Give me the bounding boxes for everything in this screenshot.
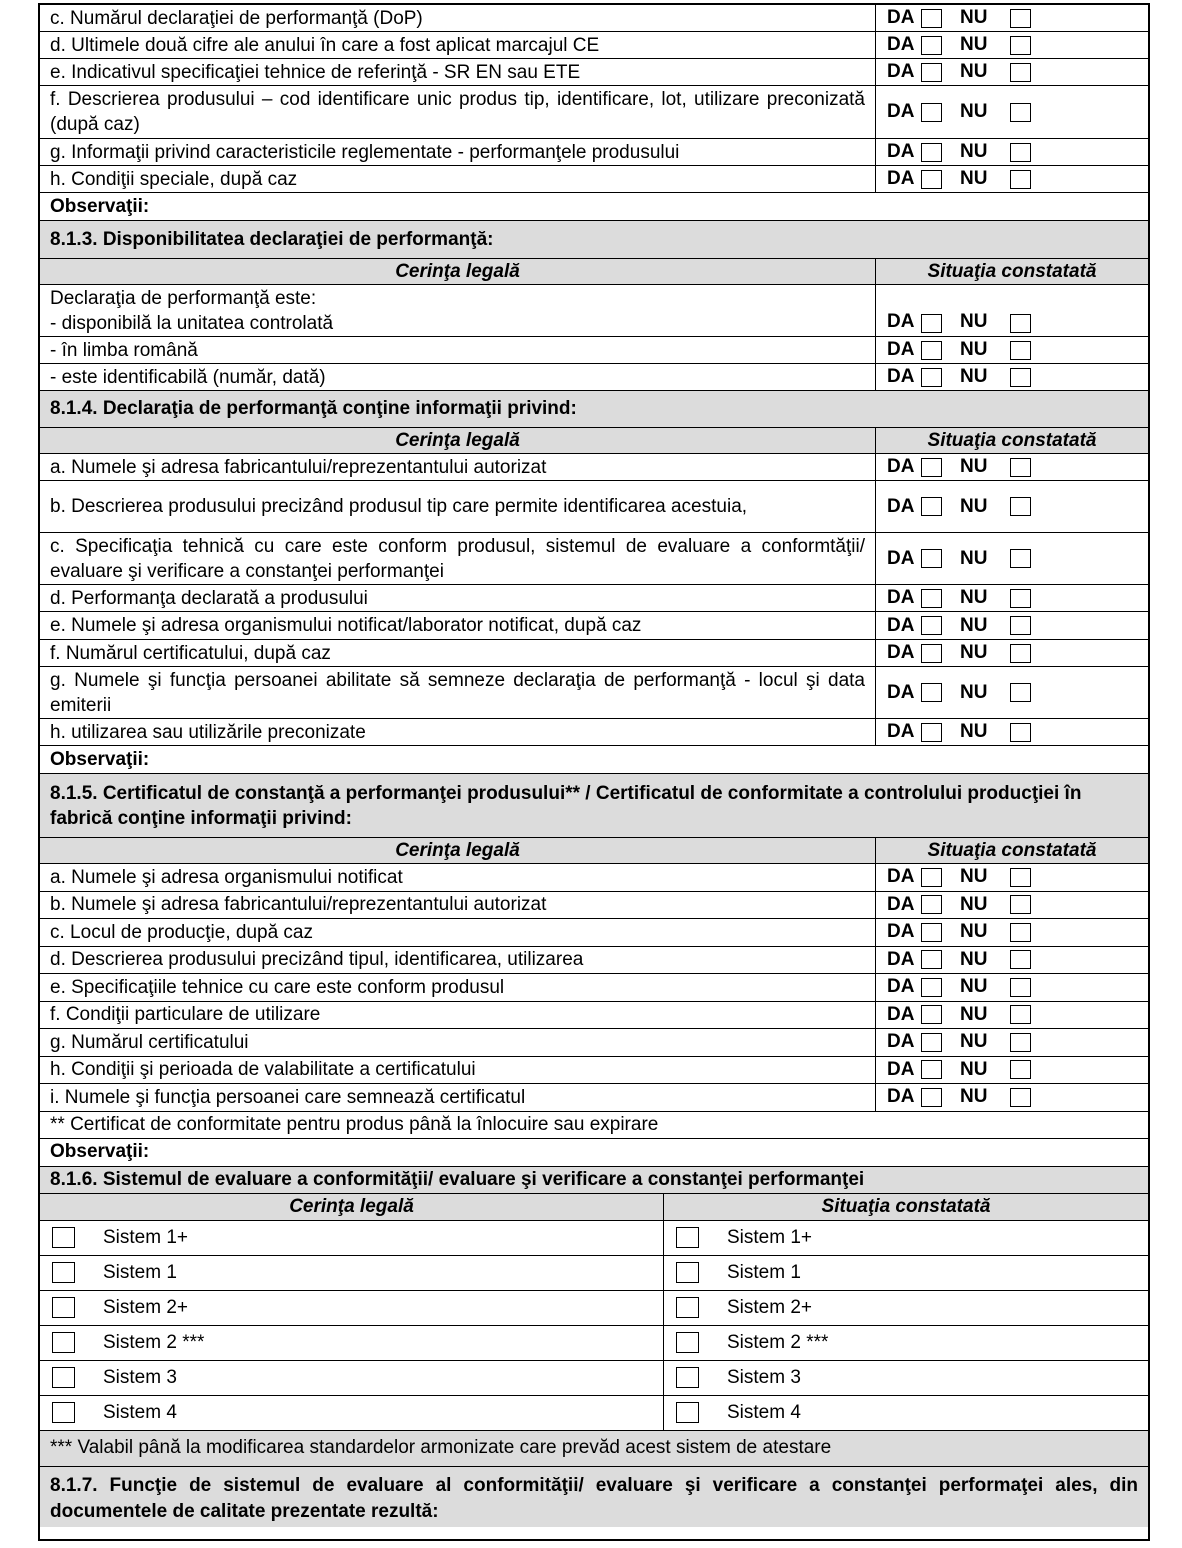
column-header-row: [40, 838, 1148, 864]
column-header-cerinta: Cerinţa legală: [40, 1194, 664, 1220]
nu-checkbox[interactable]: [1010, 644, 1031, 663]
da-label: DA: [887, 456, 915, 477]
requirement-text: b. Numele şi adresa fabricantului/reprezentantului autorizat: [40, 892, 876, 919]
nu-label: NU: [960, 921, 988, 943]
da-checkbox[interactable]: [921, 103, 942, 122]
requirement-text: d. Ultimele două cifre ale anului în care a fost aplicat marcajul CE: [40, 32, 876, 58]
nu-label: NU: [960, 948, 988, 970]
da-checkbox[interactable]: [921, 1060, 942, 1079]
da-label: DA: [887, 1058, 915, 1080]
da-checkbox[interactable]: [921, 978, 942, 997]
column-header-row: [40, 1194, 1148, 1221]
system-row: [40, 1291, 1148, 1326]
nu-label: NU: [960, 366, 988, 387]
da-label: DA: [887, 921, 915, 943]
nu-checkbox[interactable]: [1010, 1005, 1031, 1024]
nu-label: NU: [960, 141, 988, 162]
nu-label: NU: [960, 495, 988, 517]
da-checkbox[interactable]: [921, 868, 942, 887]
table-row: [40, 481, 1148, 533]
da-label: DA: [887, 587, 915, 608]
da-label: DA: [887, 614, 915, 636]
system-checkbox-situatia[interactable]: [676, 1297, 699, 1318]
da-checkbox[interactable]: [921, 1005, 942, 1024]
da-label: DA: [887, 101, 915, 122]
system-label: Sistem 3: [103, 1366, 177, 1388]
requirement-text: c. Specificaţia tehnică cu care este conform produsul, sistemul de evaluare a conformtăţii/ evaluare şi verificare a constanţei performanţei: [40, 533, 876, 584]
da-checkbox[interactable]: [921, 549, 942, 568]
da-label: DA: [887, 681, 915, 703]
section-title: 8.1.6. Sistemul de evaluare a conformităţii/ evaluare şi verificare a constanţei performanţei: [40, 1167, 1148, 1194]
requirement-text: a. Numele şi adresa organismului notificat: [40, 864, 876, 891]
nu-label: NU: [960, 614, 988, 636]
section-title: 8.1.4. Declaraţia de performanţă conţine informaţii privind:: [40, 391, 1148, 428]
requirement-text: d. Performanţa declarată a produsului: [40, 585, 876, 611]
da-checkbox[interactable]: [921, 9, 942, 28]
table-row: [40, 1029, 1148, 1057]
da-checkbox[interactable]: [921, 314, 942, 333]
da-label: DA: [887, 866, 915, 888]
table-row: [40, 166, 1148, 193]
da-checkbox[interactable]: [921, 616, 942, 635]
system-label: Sistem 4: [727, 1401, 801, 1423]
da-checkbox[interactable]: [921, 458, 942, 477]
form-table: [38, 3, 1150, 1541]
da-checkbox[interactable]: [921, 497, 942, 516]
nu-checkbox[interactable]: [1010, 549, 1031, 568]
system-checkbox-situatia[interactable]: [676, 1262, 699, 1283]
da-label: DA: [887, 642, 915, 663]
da-checkbox[interactable]: [921, 368, 942, 387]
column-header-situatia: Situaţia constatată: [927, 429, 1097, 451]
nu-checkbox[interactable]: [1010, 895, 1031, 914]
system-label: Sistem 1+: [727, 1226, 813, 1248]
requirement-text: a. Numele şi adresa fabricantului/reprezentantului autorizat: [40, 454, 876, 480]
system-label: Sistem 2 ***: [727, 1331, 829, 1353]
nu-checkbox[interactable]: [1010, 497, 1031, 516]
da-label: DA: [887, 547, 915, 569]
nu-checkbox[interactable]: [1010, 36, 1031, 55]
da-label: DA: [887, 7, 915, 28]
footnote-row: ** Certificat de conformitate pentru produs până la înlocuire sau expirare: [40, 1112, 1148, 1139]
da-checkbox[interactable]: [921, 170, 942, 189]
table-row: [40, 667, 1148, 719]
nu-checkbox[interactable]: [1010, 616, 1031, 635]
nu-label: NU: [960, 642, 988, 663]
da-label: DA: [887, 1031, 915, 1053]
requirement-text: - este identificabilă (număr, dată): [40, 364, 876, 390]
nu-checkbox[interactable]: [1010, 978, 1031, 997]
da-label: DA: [887, 495, 915, 517]
column-header-situatia: Situaţia constatată: [927, 839, 1097, 861]
system-checkbox-cerinta[interactable]: [52, 1297, 75, 1318]
requirement-text: h. Condiţii şi perioada de valabilitate a certificatului: [40, 1057, 876, 1084]
table-row: [40, 32, 1148, 59]
table-row: [40, 1084, 1148, 1112]
da-checkbox[interactable]: [921, 63, 942, 82]
nu-label: NU: [960, 61, 988, 82]
observations-row: Observaţii:: [40, 193, 1148, 221]
system-checkbox-situatia[interactable]: [676, 1402, 699, 1423]
da-label: DA: [887, 34, 915, 55]
nu-label: NU: [960, 34, 988, 55]
nu-checkbox[interactable]: [1010, 1060, 1031, 1079]
nu-checkbox[interactable]: [1010, 923, 1031, 942]
nu-checkbox[interactable]: [1010, 589, 1031, 608]
section-title: 8.1.5. Certificatul de constanţă a performanţei produsului** / Certificatul de conformitate a controlului producţiei în fabrică conţine informaţii privind:: [40, 774, 1148, 838]
system-label: Sistem 4: [103, 1401, 177, 1423]
da-label: DA: [887, 141, 915, 162]
nu-checkbox[interactable]: [1010, 63, 1031, 82]
system-checkbox-situatia[interactable]: [676, 1367, 699, 1388]
requirement-text: h. utilizarea sau utilizările preconizate: [40, 719, 876, 745]
table-row: [40, 86, 1148, 139]
nu-checkbox[interactable]: [1010, 683, 1031, 702]
nu-label: NU: [960, 101, 988, 122]
requirement-item: - disponibilă la unitatea controlată: [50, 312, 334, 334]
da-label: DA: [887, 311, 915, 332]
nu-label: NU: [960, 1058, 988, 1080]
da-checkbox[interactable]: [921, 36, 942, 55]
system-checkbox-cerinta[interactable]: [52, 1262, 75, 1283]
requirement-text: f. Descrierea produsului – cod identificare unic produs tip, identificare, lot, utilizare preconizată (după caz): [40, 86, 876, 138]
da-label: DA: [887, 893, 915, 915]
nu-label: NU: [960, 547, 988, 569]
nu-label: NU: [960, 681, 988, 703]
requirement-text: e. Numele şi adresa organismului notificat/laborator notificat, după caz: [40, 612, 876, 639]
system-checkbox-situatia[interactable]: [676, 1332, 699, 1353]
nu-label: NU: [960, 893, 988, 915]
requirement-text: c. Numărul declaraţiei de performanţă (DoP): [40, 5, 876, 31]
da-label: DA: [887, 339, 915, 360]
system-label: Sistem 2+: [727, 1296, 813, 1318]
system-label: Sistem 1: [103, 1261, 177, 1283]
requirement-text: b. Descrierea produsului precizând produsul tip care permite identificarea acestuia,: [40, 481, 876, 532]
table-row: [40, 1057, 1148, 1085]
table-row: [40, 864, 1148, 892]
nu-label: NU: [960, 311, 988, 332]
column-header-situatia: Situaţia constatată: [821, 1195, 991, 1217]
table-row: [40, 533, 1148, 585]
da-checkbox[interactable]: [921, 895, 942, 914]
table-row: [40, 454, 1148, 481]
table-row: [40, 285, 1148, 337]
column-header-cerinta: Cerinţa legală: [40, 838, 876, 863]
da-checkbox[interactable]: [921, 341, 942, 360]
system-row: [40, 1256, 1148, 1291]
requirement-text: f. Numărul certificatului, după caz: [40, 640, 876, 666]
table-row: [40, 947, 1148, 975]
nu-checkbox[interactable]: [1010, 458, 1031, 477]
da-checkbox[interactable]: [921, 1033, 942, 1052]
nu-checkbox[interactable]: [1010, 143, 1031, 162]
table-row: [40, 892, 1148, 920]
system-label: Sistem 3: [727, 1366, 801, 1388]
table-row: [40, 364, 1148, 391]
da-label: DA: [887, 1003, 915, 1025]
column-header-cerinta: Cerinţa legală: [40, 428, 876, 453]
nu-checkbox[interactable]: [1010, 341, 1031, 360]
table-row: [40, 640, 1148, 667]
nu-checkbox[interactable]: [1010, 9, 1031, 28]
column-header-cerinta: Cerinţa legală: [40, 259, 876, 284]
nu-label: NU: [960, 866, 988, 888]
requirement-text: [40, 285, 876, 336]
da-label: DA: [887, 1086, 915, 1108]
requirement-text: c. Locul de producţie, după caz: [40, 919, 876, 946]
da-label: DA: [887, 976, 915, 998]
column-header-row: [40, 259, 1148, 285]
nu-checkbox[interactable]: [1010, 368, 1031, 387]
system-label: Sistem 1: [727, 1261, 801, 1283]
requirement-text: e. Indicativul specificaţiei tehnice de referinţă - SR EN sau ETE: [40, 59, 876, 85]
table-row: [40, 5, 1148, 32]
da-checkbox[interactable]: [921, 1088, 942, 1107]
system-checkbox-cerinta[interactable]: [52, 1367, 75, 1388]
footnote-row: *** Valabil până la modificarea standardelor armonizate care prevăd acest sistem de atestare: [40, 1431, 1148, 1467]
nu-label: NU: [960, 976, 988, 998]
nu-checkbox[interactable]: [1010, 723, 1031, 742]
requirement-text: g. Numele şi funcţia persoanei abilitate să semneze declaraţia de performanţă - locul şi data emiterii: [40, 667, 876, 718]
nu-label: NU: [960, 7, 988, 28]
nu-label: NU: [960, 339, 988, 360]
column-header-row: [40, 428, 1148, 454]
system-label: Sistem 2+: [103, 1296, 189, 1318]
da-checkbox[interactable]: [921, 923, 942, 942]
da-checkbox[interactable]: [921, 723, 942, 742]
system-checkbox-cerinta[interactable]: [52, 1402, 75, 1423]
nu-checkbox[interactable]: [1010, 170, 1031, 189]
requirement-text: f. Condiţii particulare de utilizare: [40, 1002, 876, 1029]
system-checkbox-cerinta[interactable]: [52, 1227, 75, 1248]
system-row: [40, 1361, 1148, 1396]
system-row: [40, 1221, 1148, 1256]
system-row: [40, 1396, 1148, 1431]
section-title: 8.1.7. Funcţie de sistemul de evaluare al conformităţii/ evaluare şi verificare a constanţei performaţei ales, din documentele de calitate prezentate rezultă:: [40, 1467, 1148, 1527]
da-label: DA: [887, 366, 915, 387]
requirement-text: g. Numărul certificatului: [40, 1029, 876, 1056]
table-row: [40, 719, 1148, 746]
da-checkbox[interactable]: [921, 683, 942, 702]
table-row: [40, 585, 1148, 612]
table-row: [40, 139, 1148, 166]
da-label: DA: [887, 168, 915, 189]
da-checkbox[interactable]: [921, 143, 942, 162]
nu-label: NU: [960, 721, 988, 742]
system-label: Sistem 1+: [103, 1226, 189, 1248]
requirement-text: h. Condiţii speciale, după caz: [40, 166, 876, 192]
observations-row: Observaţii:: [40, 1139, 1148, 1167]
da-checkbox[interactable]: [921, 589, 942, 608]
da-label: DA: [887, 721, 915, 742]
requirement-text: g. Informaţii privind caracteristicile reglementate - performanţele produsului: [40, 139, 876, 165]
nu-label: NU: [960, 456, 988, 477]
table-row: [40, 612, 1148, 640]
nu-checkbox[interactable]: [1010, 1033, 1031, 1052]
nu-label: NU: [960, 1003, 988, 1025]
nu-label: NU: [960, 168, 988, 189]
system-checkbox-cerinta[interactable]: [52, 1332, 75, 1353]
section-title: 8.1.3. Disponibilitatea declaraţiei de performanţă:: [40, 221, 1148, 259]
requirement-text: d. Descrierea produsului precizând tipul, identificarea, utilizarea: [40, 947, 876, 974]
column-header-situatia: Situaţia constatată: [927, 260, 1097, 282]
nu-checkbox[interactable]: [1010, 314, 1031, 333]
da-label: DA: [887, 948, 915, 970]
da-checkbox[interactable]: [921, 644, 942, 663]
nu-checkbox[interactable]: [1010, 950, 1031, 969]
nu-checkbox[interactable]: [1010, 1088, 1031, 1107]
intro-text: Declaraţia de performanţă este:: [50, 287, 317, 309]
nu-label: NU: [960, 1031, 988, 1053]
system-row: [40, 1326, 1148, 1361]
table-row: [40, 919, 1148, 947]
nu-label: NU: [960, 1086, 988, 1108]
requirement-text: i. Numele şi funcţia persoanei care semnează certificatul: [40, 1084, 876, 1111]
requirement-text: e. Specificaţiile tehnice cu care este conform produsul: [40, 974, 876, 1001]
nu-label: NU: [960, 587, 988, 608]
system-checkbox-situatia[interactable]: [676, 1227, 699, 1248]
nu-checkbox[interactable]: [1010, 868, 1031, 887]
requirement-text: - în limba română: [40, 337, 876, 363]
system-label: Sistem 2 ***: [103, 1331, 205, 1353]
table-row: [40, 974, 1148, 1002]
table-row: [40, 59, 1148, 86]
da-checkbox[interactable]: [921, 950, 942, 969]
table-row: [40, 1002, 1148, 1030]
nu-checkbox[interactable]: [1010, 103, 1031, 122]
da-label: DA: [887, 61, 915, 82]
observations-row: Observaţii:: [40, 746, 1148, 774]
table-row: [40, 337, 1148, 364]
